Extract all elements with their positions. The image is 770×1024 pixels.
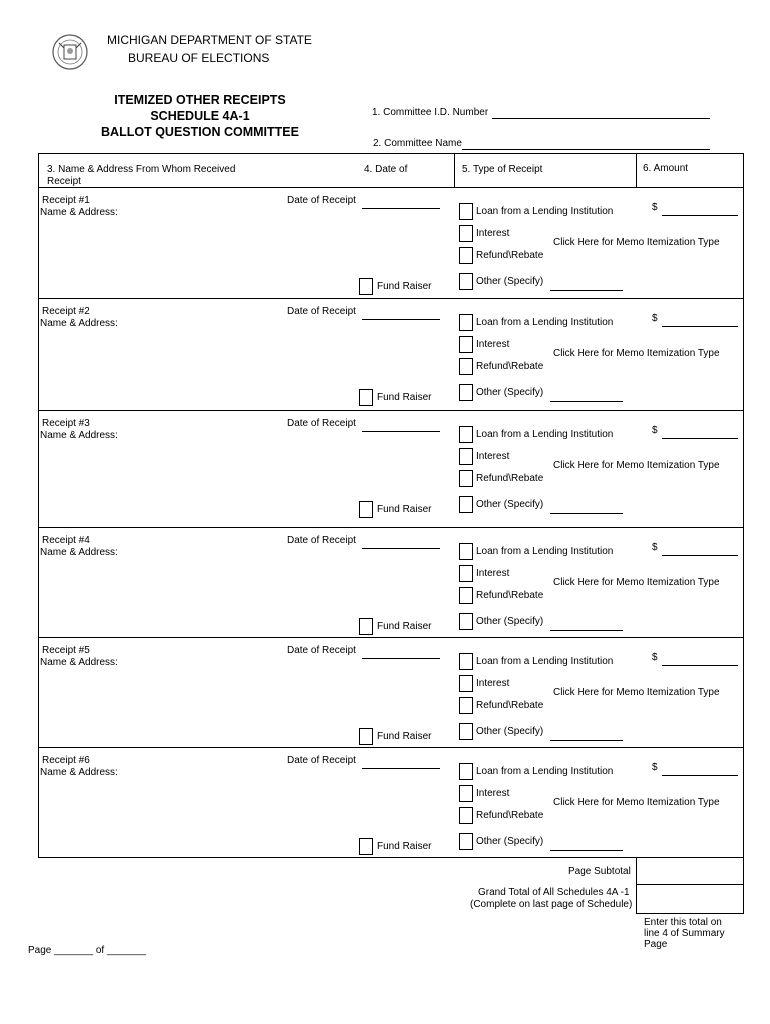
date-of-receipt-field[interactable] <box>362 319 440 320</box>
refund-label: Refund\Rebate <box>476 250 544 261</box>
column-name-address: 3. Name & Address From Whom Received <box>47 164 236 175</box>
column-name-address-2: Receipt <box>47 176 81 187</box>
memo-itemization-link[interactable]: Click Here for Memo Itemization Type <box>553 687 720 698</box>
refund-checkbox[interactable] <box>459 358 473 375</box>
bureau-name: BUREAU OF ELECTIONS <box>128 51 270 65</box>
amount-dollar-sign: $ <box>652 313 658 324</box>
other-specify-field[interactable] <box>550 401 623 402</box>
memo-itemization-link[interactable]: Click Here for Memo Itemization Type <box>553 460 720 471</box>
column-amount: 6. Amount <box>643 163 689 174</box>
fund-raiser-label: Fund Raiser <box>377 504 432 515</box>
enter-total-note-2: line 4 of Summary <box>644 928 725 939</box>
date-of-receipt-label: Date of Receipt <box>287 755 356 766</box>
interest-checkbox[interactable] <box>459 675 473 692</box>
interest-checkbox[interactable] <box>459 336 473 353</box>
committee-name-field[interactable] <box>462 149 710 150</box>
interest-label: Interest <box>476 788 510 799</box>
other-checkbox[interactable] <box>459 273 473 290</box>
receipt-title: Receipt #2 <box>42 306 90 317</box>
date-of-receipt-label: Date of Receipt <box>287 195 356 206</box>
loan-label: Loan from a Lending Institution <box>476 546 614 557</box>
form-subtitle: BALLOT QUESTION COMMITTEE <box>101 125 299 139</box>
receipt-title: Receipt #6 <box>42 755 90 766</box>
date-of-receipt-label: Date of Receipt <box>287 535 356 546</box>
fund-raiser-checkbox[interactable] <box>359 728 373 745</box>
column-type: 5. Type of Receipt <box>462 164 543 175</box>
date-of-receipt-field[interactable] <box>362 208 440 209</box>
form-title: ITEMIZED OTHER RECEIPTS <box>114 93 286 107</box>
amount-dollar-sign: $ <box>652 652 658 663</box>
amount-field[interactable] <box>662 438 738 439</box>
amount-field[interactable] <box>662 555 738 556</box>
refund-label: Refund\Rebate <box>476 810 544 821</box>
department-name: MICHIGAN DEPARTMENT OF STATE <box>107 33 312 47</box>
amount-field[interactable] <box>662 326 738 327</box>
refund-label: Refund\Rebate <box>476 700 544 711</box>
receipt-title: Receipt #1 <box>42 195 90 206</box>
grand-total-label: Grand Total of All Schedules 4A -1 <box>478 887 630 898</box>
receipt-name-address-label: Name & Address: <box>40 207 118 218</box>
refund-label: Refund\Rebate <box>476 473 544 484</box>
loan-checkbox[interactable] <box>459 763 473 780</box>
loan-label: Loan from a Lending Institution <box>476 429 614 440</box>
interest-checkbox[interactable] <box>459 785 473 802</box>
amount-dollar-sign: $ <box>652 542 658 553</box>
interest-label: Interest <box>476 678 510 689</box>
interest-label: Interest <box>476 451 510 462</box>
loan-checkbox[interactable] <box>459 203 473 220</box>
fund-raiser-checkbox[interactable] <box>359 278 373 295</box>
date-of-receipt-field[interactable] <box>362 431 440 432</box>
receipt-title: Receipt #4 <box>42 535 90 546</box>
interest-label: Interest <box>476 228 510 239</box>
other-specify-field[interactable] <box>550 740 623 741</box>
refund-checkbox[interactable] <box>459 247 473 264</box>
loan-label: Loan from a Lending Institution <box>476 206 614 217</box>
other-label: Other (Specify) <box>476 499 544 510</box>
receipt-title: Receipt #3 <box>42 418 90 429</box>
receipt-title: Receipt #5 <box>42 645 90 656</box>
other-label: Other (Specify) <box>476 387 544 398</box>
other-specify-field[interactable] <box>550 850 623 851</box>
other-checkbox[interactable] <box>459 833 473 850</box>
date-of-receipt-label: Date of Receipt <box>287 306 356 317</box>
other-specify-field[interactable] <box>550 513 623 514</box>
date-of-receipt-field[interactable] <box>362 768 440 769</box>
refund-checkbox[interactable] <box>459 807 473 824</box>
loan-label: Loan from a Lending Institution <box>476 656 614 667</box>
amount-field[interactable] <box>662 775 738 776</box>
fund-raiser-label: Fund Raiser <box>377 621 432 632</box>
fund-raiser-label: Fund Raiser <box>377 841 432 852</box>
amount-dollar-sign: $ <box>652 762 658 773</box>
date-of-receipt-field[interactable] <box>362 658 440 659</box>
grand-total-note: (Complete on last page of Schedule) <box>470 899 633 910</box>
state-seal-icon <box>51 33 89 71</box>
memo-itemization-link[interactable]: Click Here for Memo Itemization Type <box>553 797 720 808</box>
receipt-name-address-label: Name & Address: <box>40 657 118 668</box>
committee-id-field[interactable] <box>492 118 710 119</box>
fund-raiser-checkbox[interactable] <box>359 501 373 518</box>
loan-label: Loan from a Lending Institution <box>476 317 614 328</box>
other-checkbox[interactable] <box>459 723 473 740</box>
date-of-receipt-field[interactable] <box>362 548 440 549</box>
loan-checkbox[interactable] <box>459 314 473 331</box>
other-checkbox[interactable] <box>459 613 473 630</box>
interest-label: Interest <box>476 339 510 350</box>
fund-raiser-checkbox[interactable] <box>359 838 373 855</box>
enter-total-note-1: Enter this total on <box>644 917 722 928</box>
committee-name-label: 2. Committee Name <box>373 138 462 149</box>
memo-itemization-link[interactable]: Click Here for Memo Itemization Type <box>553 237 720 248</box>
amount-dollar-sign: $ <box>652 425 658 436</box>
interest-checkbox[interactable] <box>459 448 473 465</box>
fund-raiser-label: Fund Raiser <box>377 392 432 403</box>
other-specify-field[interactable] <box>550 290 623 291</box>
refund-checkbox[interactable] <box>459 697 473 714</box>
loan-checkbox[interactable] <box>459 426 473 443</box>
memo-itemization-link[interactable]: Click Here for Memo Itemization Type <box>553 348 720 359</box>
amount-field[interactable] <box>662 665 738 666</box>
interest-checkbox[interactable] <box>459 565 473 582</box>
date-of-receipt-label: Date of Receipt <box>287 645 356 656</box>
loan-checkbox[interactable] <box>459 543 473 560</box>
refund-checkbox[interactable] <box>459 587 473 604</box>
fund-raiser-label: Fund Raiser <box>377 731 432 742</box>
amount-field[interactable] <box>662 215 738 216</box>
date-of-receipt-label: Date of Receipt <box>287 418 356 429</box>
loan-checkbox[interactable] <box>459 653 473 670</box>
receipt-name-address-label: Name & Address: <box>40 547 118 558</box>
fund-raiser-checkbox[interactable] <box>359 618 373 635</box>
other-specify-field[interactable] <box>550 630 623 631</box>
receipt-name-address-label: Name & Address: <box>40 767 118 778</box>
loan-label: Loan from a Lending Institution <box>476 766 614 777</box>
other-checkbox[interactable] <box>459 384 473 401</box>
receipt-name-address-label: Name & Address: <box>40 430 118 441</box>
enter-total-note-3: Page <box>644 939 668 950</box>
other-label: Other (Specify) <box>476 836 544 847</box>
refund-label: Refund\Rebate <box>476 361 544 372</box>
page-subtotal-label: Page Subtotal <box>568 866 631 877</box>
column-date: 4. Date of <box>364 164 408 175</box>
refund-checkbox[interactable] <box>459 470 473 487</box>
fund-raiser-label: Fund Raiser <box>377 281 432 292</box>
memo-itemization-link[interactable]: Click Here for Memo Itemization Type <box>553 577 720 588</box>
interest-checkbox[interactable] <box>459 225 473 242</box>
fund-raiser-checkbox[interactable] <box>359 389 373 406</box>
committee-id-label: 1. Committee I.D. Number <box>372 107 489 118</box>
other-label: Other (Specify) <box>476 726 544 737</box>
refund-label: Refund\Rebate <box>476 590 544 601</box>
amount-dollar-sign: $ <box>652 202 658 213</box>
other-checkbox[interactable] <box>459 496 473 513</box>
interest-label: Interest <box>476 568 510 579</box>
page-number-field[interactable]: Page _______ of _______ <box>28 945 146 956</box>
other-label: Other (Specify) <box>476 616 544 627</box>
other-label: Other (Specify) <box>476 276 544 287</box>
form-schedule: SCHEDULE 4A-1 <box>150 109 250 123</box>
receipt-name-address-label: Name & Address: <box>40 318 118 329</box>
